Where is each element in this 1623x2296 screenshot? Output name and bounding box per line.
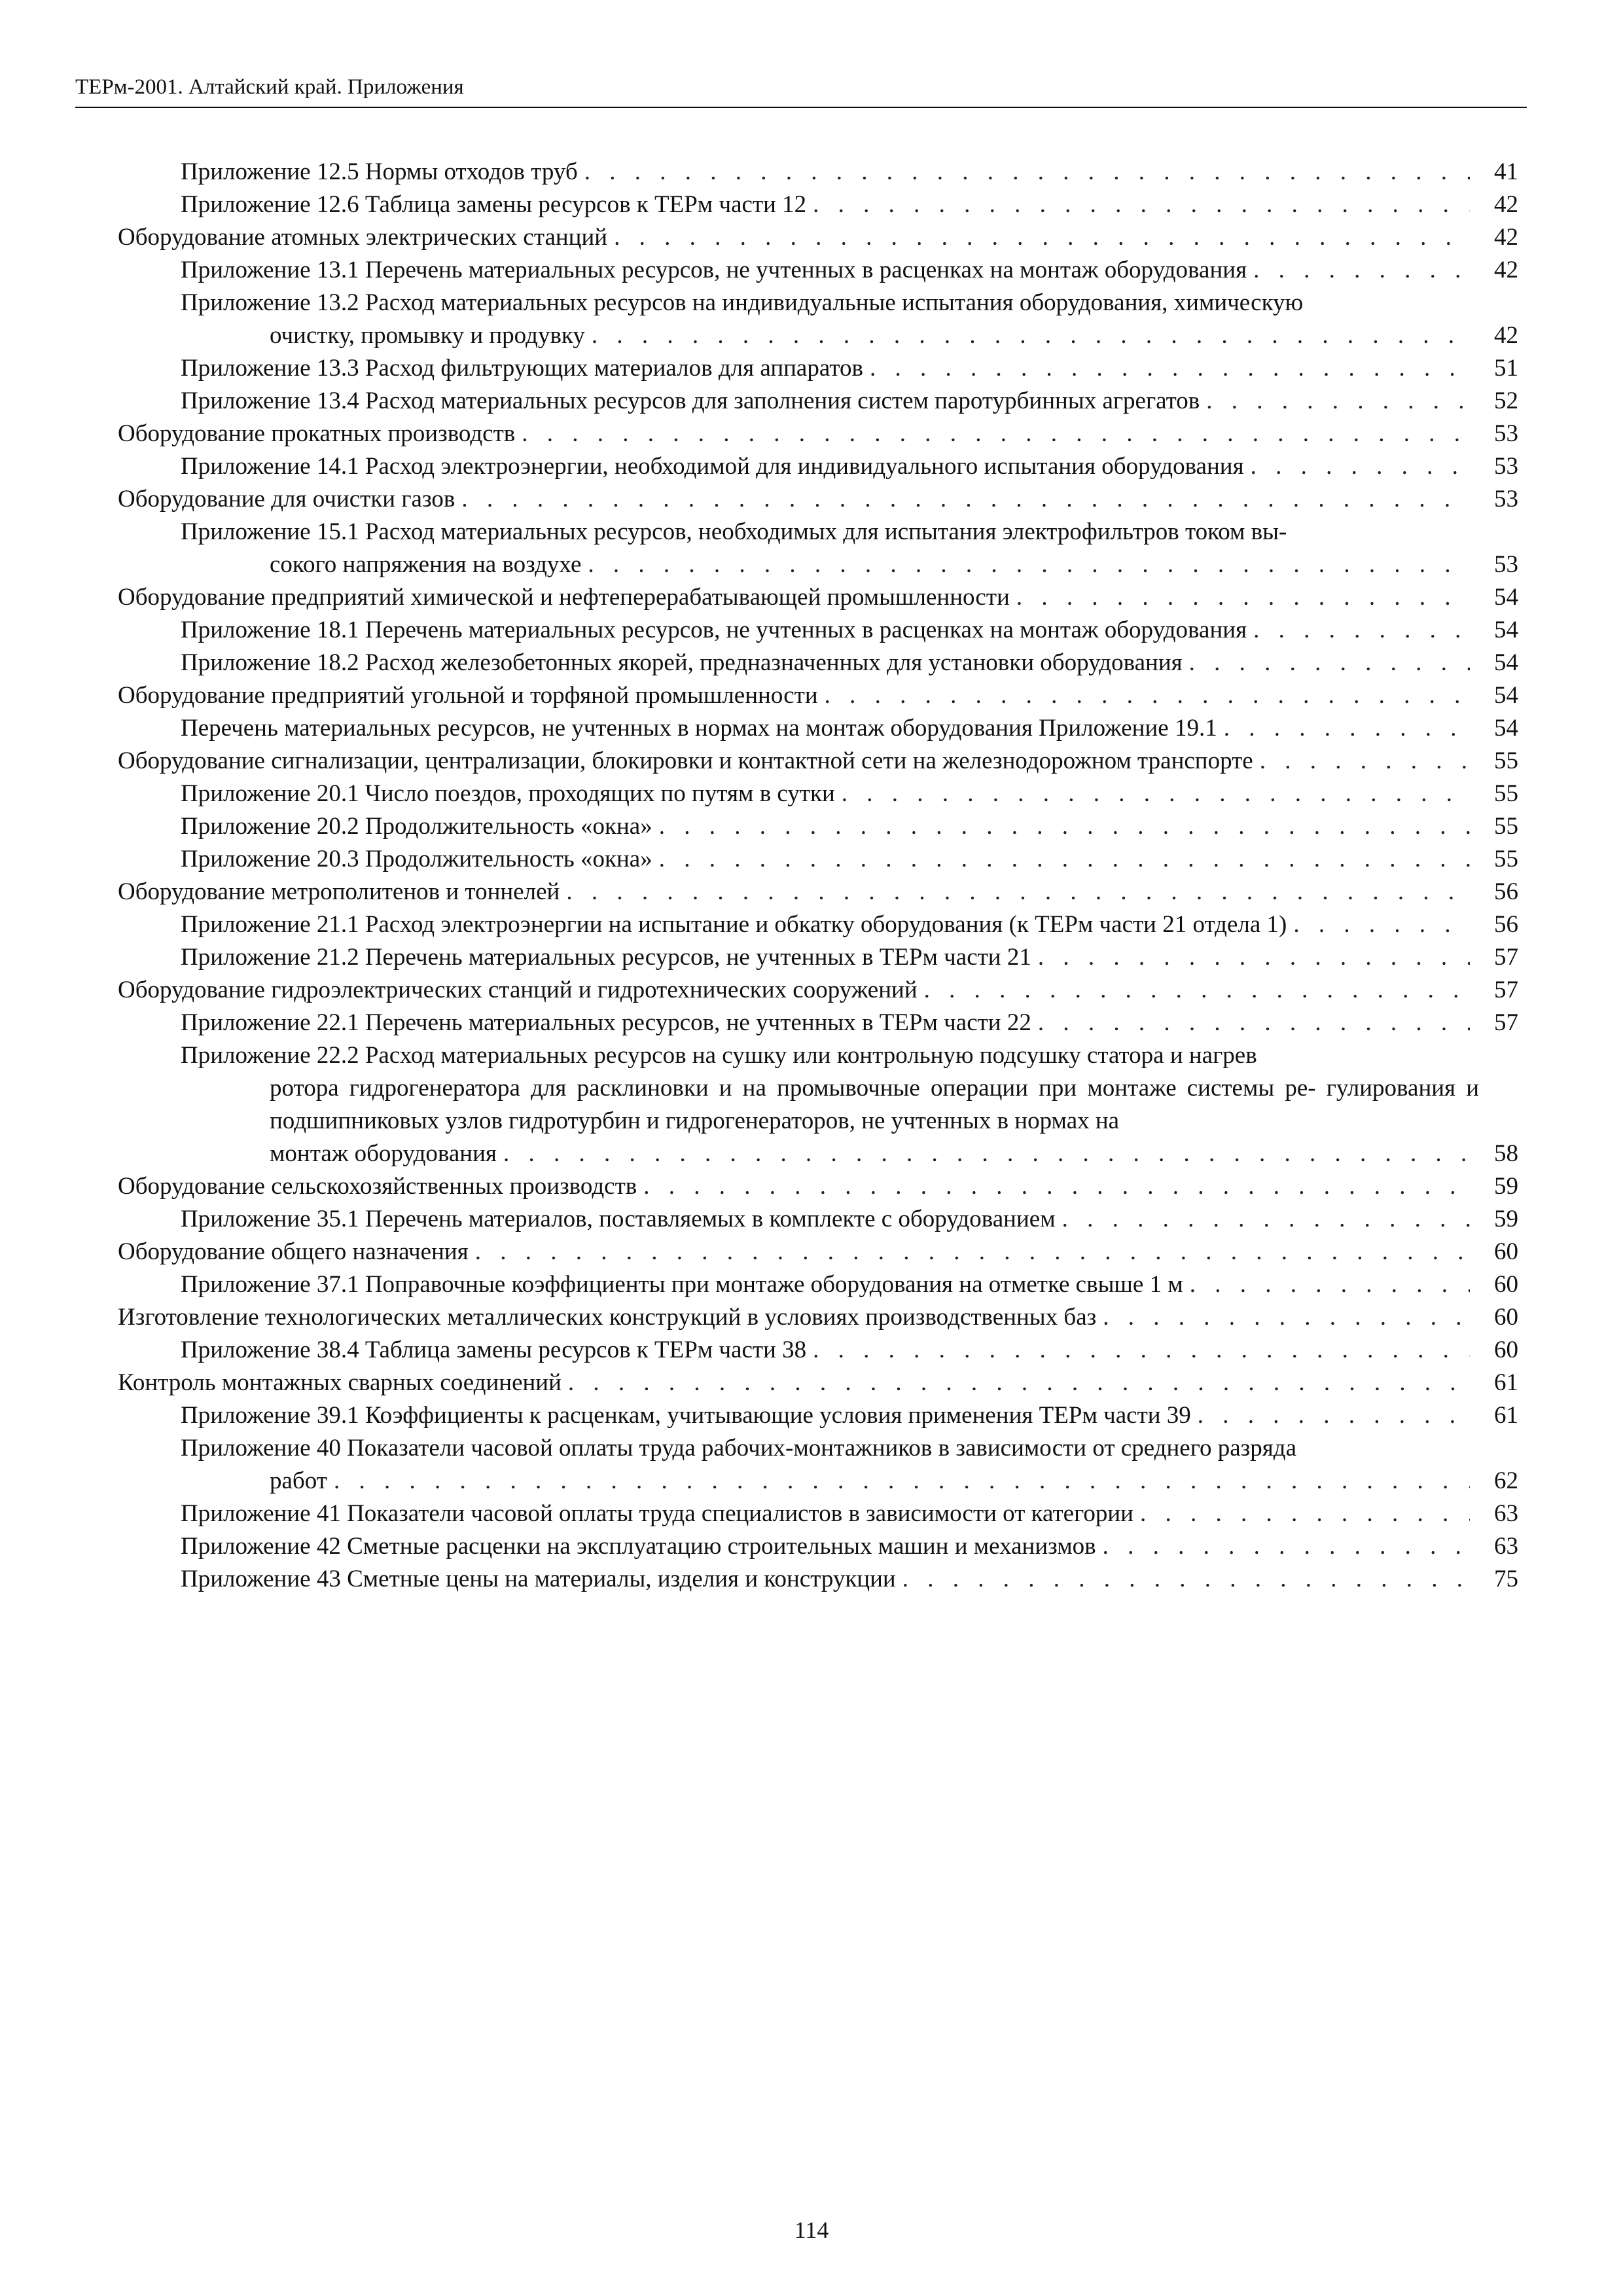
page-number: 114 <box>794 2217 829 2243</box>
toc-entry-text: Оборудование гидроэлектрических станций и гидротехнических сооружений <box>118 977 918 1003</box>
toc-appendix-entry[interactable] <box>118 1498 1518 1530</box>
toc-entry-text: Приложение 37.1 Поправочные коэффициенты при монтаже оборудования на отметке свыше 1 м <box>181 1271 1183 1298</box>
toc-section-entry[interactable] <box>118 1367 1518 1399</box>
toc-entry-text: Оборудование атомных электрических станций <box>118 224 608 251</box>
toc-entry-text: Оборудование прокатных производств <box>118 420 516 447</box>
toc-entry-text: Приложение 13.4 Расход материальных ресурсов для заполнения систем паротурбинных агрегатов <box>181 387 1200 414</box>
toc-page-number: 51 <box>1494 355 1518 382</box>
toc-page-number: 53 <box>1494 453 1518 480</box>
dot-leader <box>902 1563 1470 1596</box>
toc-page-number: 63 <box>1494 1500 1518 1527</box>
toc-page-number: 53 <box>1494 551 1518 578</box>
toc-appendix-entry[interactable] <box>118 156 1518 188</box>
toc-entry-text: Приложение 41 Показатели часовой оплаты труда специалистов в зависимости от категории <box>181 1500 1133 1527</box>
toc-section-entry[interactable] <box>118 221 1518 254</box>
toc-section-entry[interactable] <box>118 876 1518 908</box>
toc-entry-text: Приложение 12.6 Таблица замены ресурсов к ТЕРм части 12 <box>181 191 807 218</box>
toc-entry-text: Приложение 39.1 Коэффициенты к расценкам, учитывающие условия применения ТЕРм части 39 <box>181 1402 1191 1429</box>
toc-page-number: 61 <box>1494 1369 1518 1396</box>
toc-entry-text: Приложение 20.2 Продолжительность «окна» <box>181 813 652 840</box>
toc-appendix-entry[interactable] <box>118 1432 1518 1498</box>
dot-leader <box>870 352 1470 385</box>
toc-page-number: 60 <box>1494 1336 1518 1363</box>
toc-section-entry[interactable] <box>118 679 1518 712</box>
toc-entry-text: Оборудование общего назначения <box>118 1238 469 1265</box>
toc-entry-text: Приложение 12.5 Нормы отходов труб <box>181 158 578 185</box>
toc-page-number: 55 <box>1494 813 1518 840</box>
toc-entry-text: Приложение 21.1 Расход электроэнергии на испытание и обкатку оборудования (к ТЕРм части 21 отдела 1) <box>181 911 1287 938</box>
dot-leader <box>566 876 1470 908</box>
dot-leader <box>1140 1498 1470 1530</box>
toc-appendix-entry[interactable] <box>118 385 1518 418</box>
running-header-title: ТЕРм-2001. Алтайский край. Приложения <box>75 75 464 99</box>
toc-page-number: 54 <box>1494 682 1518 709</box>
toc-page-number: 61 <box>1494 1402 1518 1429</box>
toc-entry-text: сокого напряжения на воздухе <box>270 551 582 578</box>
dot-leader <box>614 221 1470 254</box>
toc-section-entry[interactable] <box>118 418 1518 450</box>
toc-page-number: 75 <box>1494 1566 1518 1592</box>
toc-entry-text: Приложение 38.4 Таблица замены ресурсов к ТЕРм части 38 <box>181 1336 807 1363</box>
toc-page-number: 57 <box>1494 977 1518 1003</box>
toc-page-number: 42 <box>1494 224 1518 251</box>
toc-section-entry[interactable] <box>118 1236 1518 1268</box>
toc-section-entry[interactable] <box>118 974 1518 1007</box>
toc-entry-text: Приложение 14.1 Расход электроэнергии, необходимой для индивидуального испытания оборудования <box>181 453 1244 480</box>
toc-section-entry[interactable] <box>118 1301 1518 1334</box>
table-of-contents <box>118 156 1518 1596</box>
toc-section-entry[interactable] <box>118 1170 1518 1203</box>
toc-appendix-entry[interactable] <box>118 1268 1518 1301</box>
dot-leader <box>924 974 1470 1007</box>
toc-appendix-entry[interactable] <box>118 778 1518 810</box>
toc-appendix-entry[interactable] <box>118 188 1518 221</box>
toc-appendix-entry[interactable] <box>118 254 1518 287</box>
toc-entry-text: работ <box>270 1467 327 1494</box>
toc-page-number: 54 <box>1494 584 1518 611</box>
dot-leader <box>1190 1268 1470 1301</box>
toc-page-number: 62 <box>1494 1467 1518 1494</box>
toc-section-entry[interactable] <box>118 745 1518 778</box>
toc-appendix-entry[interactable] <box>118 712 1518 745</box>
toc-entry-text: Контроль монтажных сварных соединений <box>118 1369 562 1396</box>
toc-page-number: 58 <box>1494 1140 1518 1167</box>
toc-page-number: 60 <box>1494 1304 1518 1331</box>
toc-appendix-entry[interactable] <box>118 810 1518 843</box>
toc-appendix-entry[interactable] <box>118 647 1518 679</box>
dot-leader <box>1293 908 1470 941</box>
dot-leader <box>825 679 1470 712</box>
dot-leader <box>584 156 1470 188</box>
toc-page-number: 54 <box>1494 617 1518 643</box>
dot-leader <box>475 1236 1470 1268</box>
toc-page-number: 59 <box>1494 1173 1518 1200</box>
toc-appendix-entry[interactable] <box>118 1007 1518 1039</box>
toc-appendix-entry[interactable] <box>118 941 1518 974</box>
toc-page-number: 52 <box>1494 387 1518 414</box>
toc-page-number: 53 <box>1494 486 1518 512</box>
toc-page-number: 56 <box>1494 878 1518 905</box>
toc-appendix-entry[interactable] <box>118 1203 1518 1236</box>
toc-page-number: 63 <box>1494 1533 1518 1560</box>
toc-entry-text: Оборудование метрополитенов и тоннелей <box>118 878 560 905</box>
toc-page-number: 57 <box>1494 944 1518 971</box>
toc-section-entry[interactable] <box>118 581 1518 614</box>
dot-leader <box>592 319 1470 352</box>
toc-entry-text-first-line: Приложение 15.1 Расход материальных ресурсов, необходимых для испытания электрофильтров током вы- <box>181 518 1287 545</box>
toc-page-number: 42 <box>1494 191 1518 218</box>
dot-leader <box>461 483 1470 516</box>
dot-leader <box>1206 385 1470 418</box>
toc-appendix-entry[interactable] <box>118 450 1518 483</box>
toc-page-number: 42 <box>1494 322 1518 349</box>
dot-leader <box>813 1334 1470 1367</box>
dot-leader <box>503 1138 1470 1170</box>
toc-appendix-entry[interactable] <box>118 287 1518 352</box>
toc-entry-text: Приложение 35.1 Перечень материалов, поставляемых в комплекте с оборудованием <box>181 1206 1056 1232</box>
dot-leader <box>1198 1399 1470 1432</box>
dot-leader <box>659 843 1470 876</box>
toc-appendix-entry[interactable] <box>118 1334 1518 1367</box>
toc-appendix-entry[interactable] <box>118 908 1518 941</box>
toc-appendix-entry[interactable] <box>118 843 1518 876</box>
toc-page-number: 54 <box>1494 649 1518 676</box>
toc-entry-text: Изготовление технологических металлических конструкций в условиях производственных баз <box>118 1304 1097 1331</box>
toc-entry-text-first-line: Приложение 13.2 Расход материальных ресурсов на индивидуальные испытания оборудования, химическую <box>181 289 1304 316</box>
running-header <box>75 71 1527 108</box>
dot-leader <box>1260 745 1470 778</box>
toc-page-number: 60 <box>1494 1238 1518 1265</box>
toc-appendix-entry[interactable] <box>118 1399 1518 1432</box>
toc-page-number: 42 <box>1494 257 1518 283</box>
toc-entry-text: монтаж оборудования <box>270 1140 497 1167</box>
dot-leader <box>1103 1301 1470 1334</box>
dot-leader <box>1253 254 1470 287</box>
dot-leader <box>1038 941 1470 974</box>
toc-page-number: 55 <box>1494 747 1518 774</box>
toc-page-number: 60 <box>1494 1271 1518 1298</box>
toc-entry-text: Приложение 13.1 Перечень материальных ресурсов, не учтенных в расценках на монтаж оборудования <box>181 257 1247 283</box>
toc-appendix-entry[interactable] <box>118 1039 1518 1170</box>
toc-entry-text: Приложение 43 Сметные цены на материалы, изделия и конструкции <box>181 1566 896 1592</box>
toc-entry-text-first-line: Приложение 40 Показатели часовой оплаты труда рабочих-монтажников в зависимости от среднего разряда <box>181 1435 1296 1462</box>
toc-appendix-entry[interactable] <box>118 352 1518 385</box>
toc-page-number: 53 <box>1494 420 1518 447</box>
toc-entry-text: Оборудование для очистки газов <box>118 486 455 512</box>
dot-leader <box>568 1367 1470 1399</box>
dot-leader <box>813 188 1470 221</box>
dot-leader <box>643 1170 1470 1203</box>
toc-appendix-entry[interactable] <box>118 1563 1518 1596</box>
dot-leader <box>842 778 1470 810</box>
toc-entry-text-first-line: Приложение 22.2 Расход материальных ресурсов на сушку или контрольную подсушку статора и нагрев <box>181 1042 1257 1069</box>
toc-page-number: 55 <box>1494 846 1518 872</box>
toc-page-number: 55 <box>1494 780 1518 807</box>
toc-entry-text: Приложение 13.3 Расход фильтрующих материалов для аппаратов <box>181 355 863 382</box>
dot-leader <box>1103 1530 1470 1563</box>
toc-entry-text: Оборудование сельскохозяйственных производств <box>118 1173 637 1200</box>
dot-leader <box>334 1465 1470 1498</box>
toc-appendix-entry[interactable] <box>118 516 1518 581</box>
toc-entry-text: очистку, промывку и продувку <box>270 322 585 349</box>
toc-entry-text: Приложение 22.1 Перечень материальных ресурсов, не учтенных в ТЕРм части 22 <box>181 1009 1031 1036</box>
dot-leader <box>659 810 1470 843</box>
dot-leader <box>1038 1007 1470 1039</box>
toc-appendix-entry[interactable] <box>118 614 1518 647</box>
toc-entry-text: Приложение 20.3 Продолжительность «окна» <box>181 846 652 872</box>
toc-entry-text: Приложение 18.1 Перечень материальных ресурсов, не учтенных в расценках на монтаж оборудования <box>181 617 1247 643</box>
toc-entry-text: Приложение 42 Сметные расценки на эксплуатацию строительных машин и механизмов <box>181 1533 1096 1560</box>
dot-leader <box>1016 581 1470 614</box>
toc-page-number: 57 <box>1494 1009 1518 1036</box>
toc-page-number: 59 <box>1494 1206 1518 1232</box>
dot-leader <box>1189 647 1470 679</box>
toc-page-number: 56 <box>1494 911 1518 938</box>
dot-leader <box>1224 712 1470 745</box>
toc-entry-text: Приложение 21.2 Перечень материальных ресурсов, не учтенных в ТЕРм части 21 <box>181 944 1031 971</box>
toc-entry-text-middle-lines: ротора гидрогенератора для расклиновки и на промывочные операции при монтаже системы ре- гулирования и подшипниковых узлов гидротурбин и гидрогенераторов, не учтенных в нормах на <box>270 1075 1479 1134</box>
toc-entry-text: Оборудование предприятий угольной и торфяной промышленности <box>118 682 818 709</box>
dot-leader <box>522 418 1470 450</box>
toc-entry-text: Перечень материальных ресурсов, не учтенных в нормах на монтаж оборудования Приложение 19.1 <box>181 715 1217 742</box>
dot-leader <box>1062 1203 1470 1236</box>
dot-leader <box>588 548 1470 581</box>
dot-leader <box>1253 614 1470 647</box>
toc-entry-text: Приложение 20.1 Число поездов, проходящих по путям в сутки <box>181 780 835 807</box>
toc-entry-text: Оборудование предприятий химической и нефтеперерабатывающей промышленности <box>118 584 1010 611</box>
dot-leader <box>1251 450 1470 483</box>
toc-page-number: 41 <box>1494 158 1518 185</box>
toc-entry-text: Приложение 18.2 Расход железобетонных якорей, предназначенных для установки оборудования <box>181 649 1183 676</box>
toc-entry-text: Оборудование сигнализации, централизации, блокировки и контактной сети на железнодорожном транспорте <box>118 747 1253 774</box>
toc-appendix-entry[interactable] <box>118 1530 1518 1563</box>
toc-section-entry[interactable] <box>118 483 1518 516</box>
toc-page-number: 54 <box>1494 715 1518 742</box>
